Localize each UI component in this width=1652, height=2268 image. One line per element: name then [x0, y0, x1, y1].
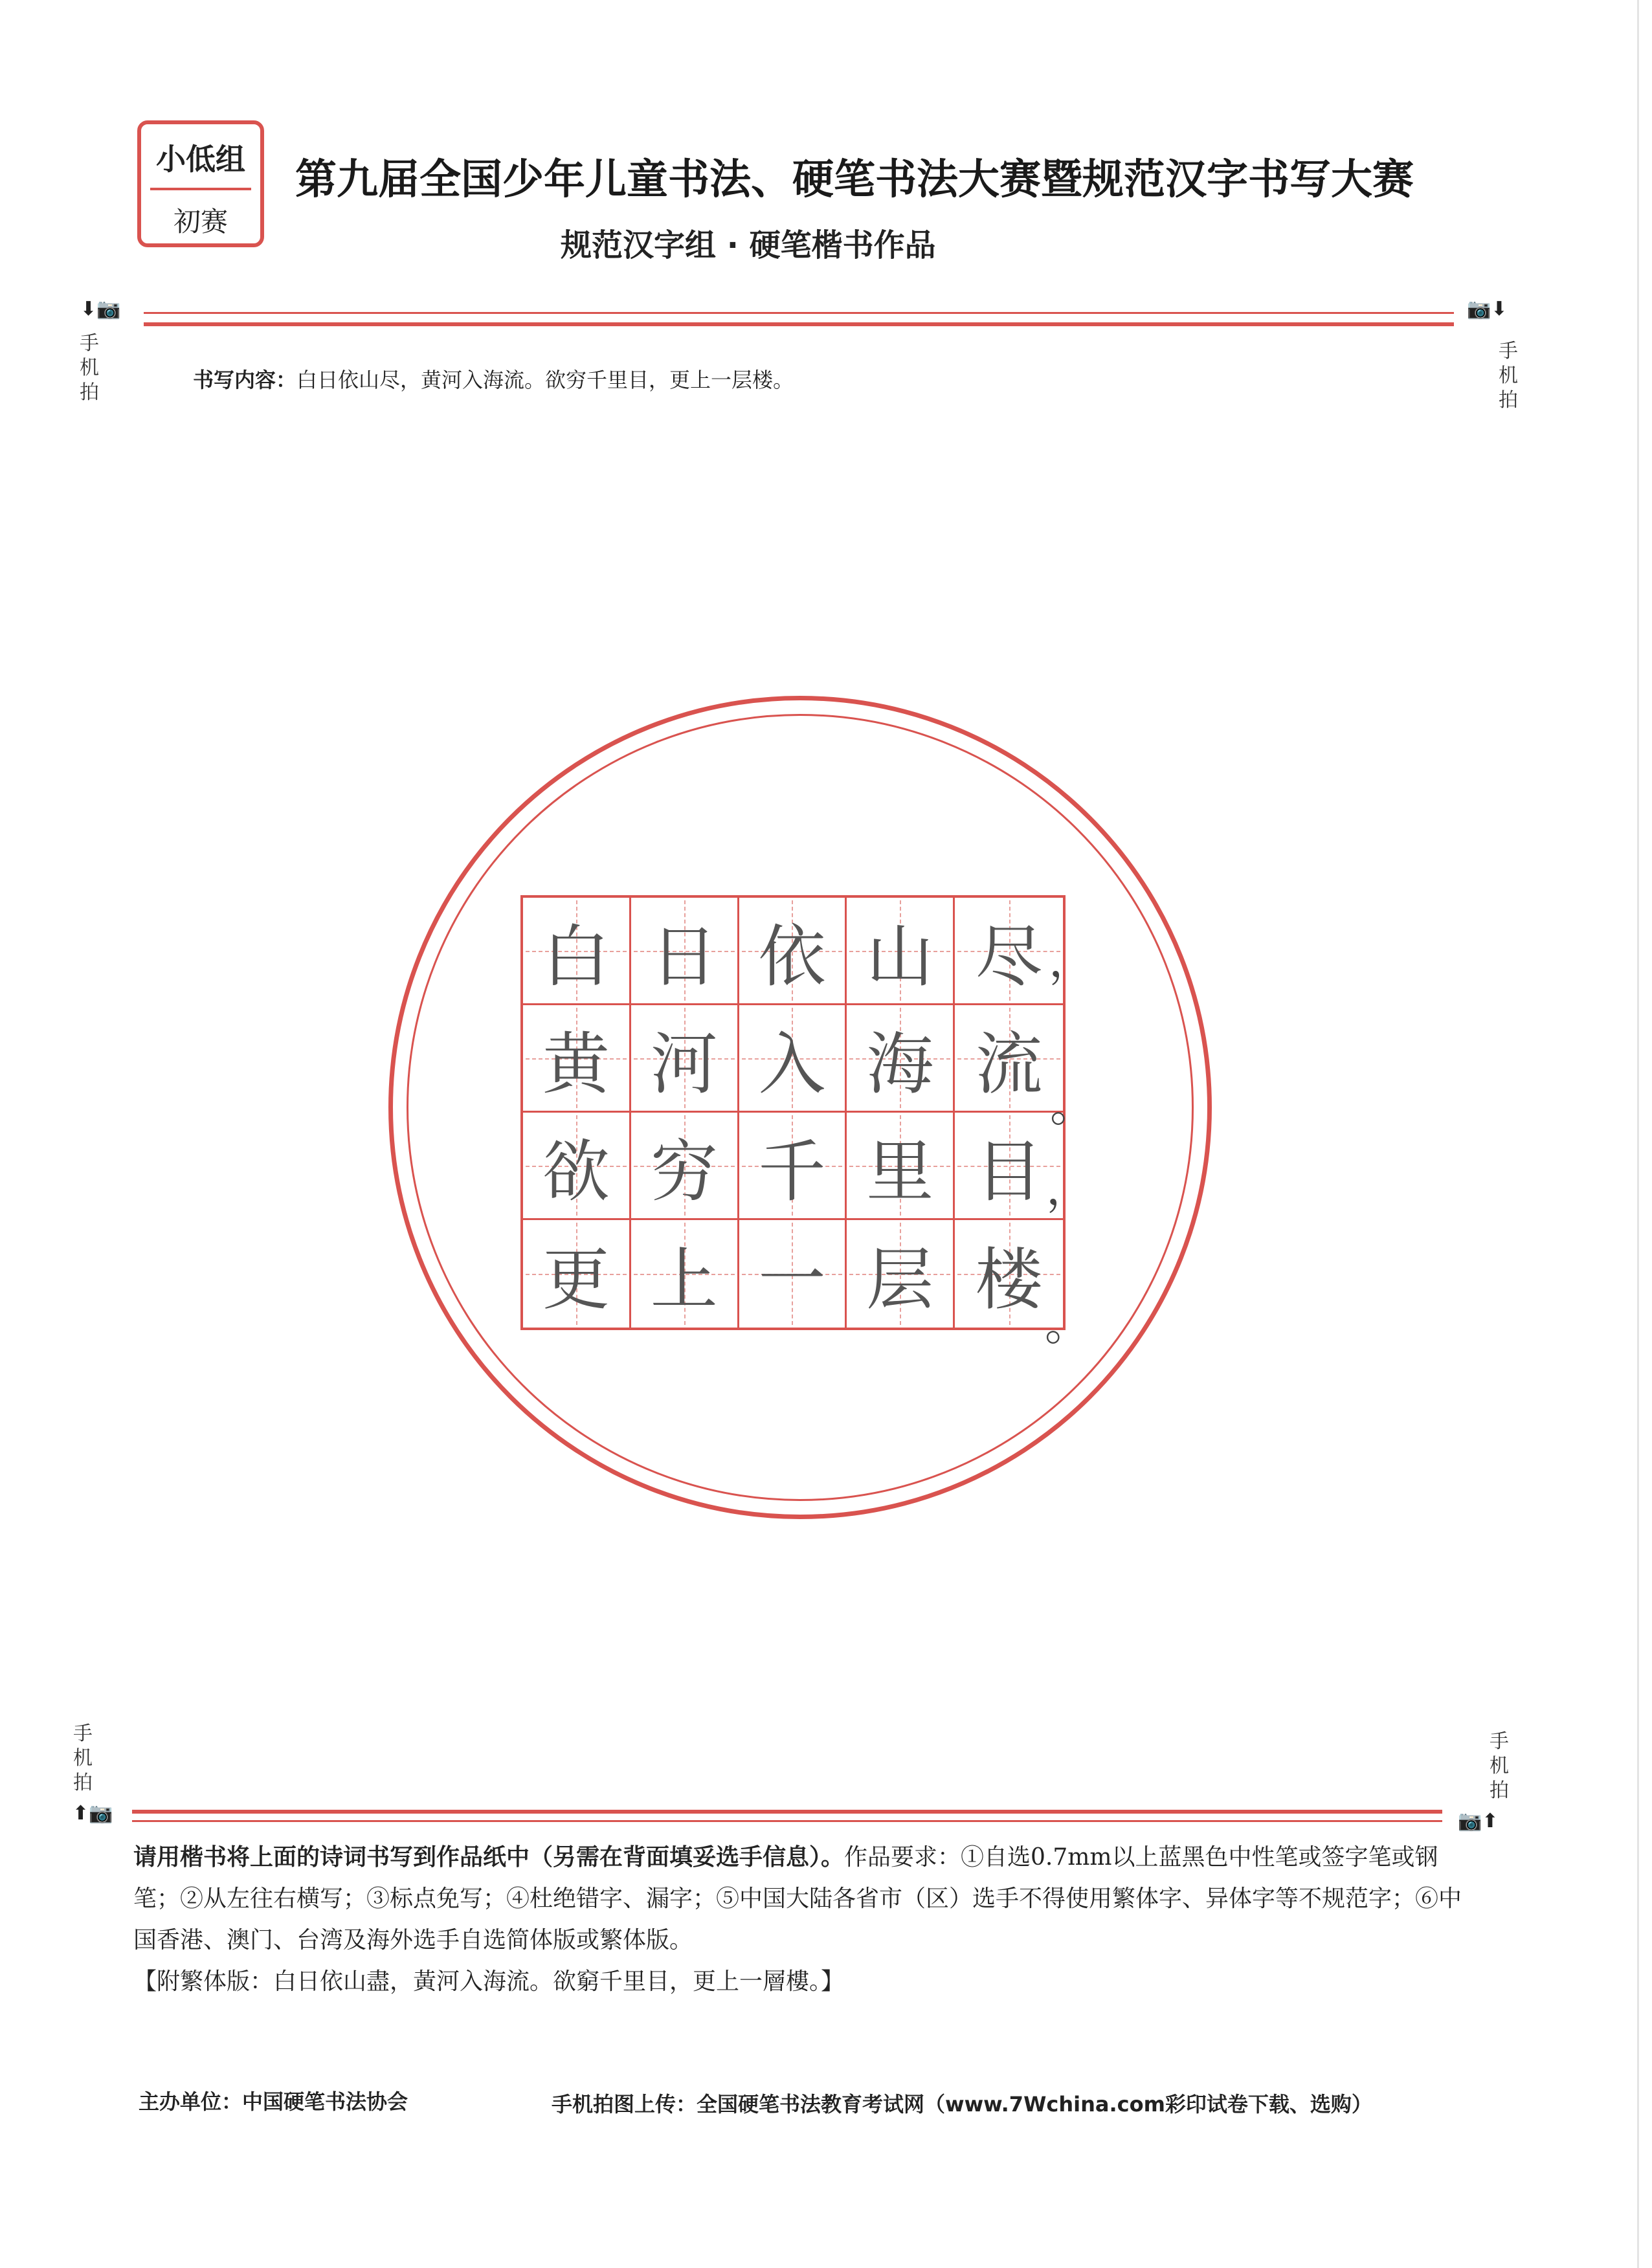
handwritten-char: 上: [650, 1240, 718, 1319]
camera-up-icon: 📷⬆: [1458, 1810, 1499, 1832]
bottom-rule-thin: [132, 1820, 1442, 1822]
traditional-version: 【附繁体版：白日依山盡，黃河入海流。欲窮千里目，更上一層樓。】: [133, 1968, 845, 1995]
grid-cell: [847, 1113, 955, 1220]
handwritten-char: 里: [866, 1131, 934, 1211]
requirements-lead: 请用楷书将上面的诗词书写到作品纸中（另需在背面填妥选手信息）。: [133, 1844, 845, 1871]
writing-content: [193, 364, 794, 394]
grid-cell: [739, 1005, 847, 1113]
group-label: 小低组: [156, 142, 245, 177]
grid-cell: [739, 1220, 847, 1328]
handwritten-punct: 。: [1050, 1079, 1095, 1132]
grid-cell: [847, 1005, 955, 1113]
grid-cell: [955, 1005, 1063, 1113]
bottom-rule-thick: [132, 1810, 1442, 1814]
handwritten-char: 海: [866, 1024, 934, 1104]
handwritten-char: 流: [975, 1024, 1043, 1104]
handwritten-char: 黄: [542, 1024, 610, 1104]
grid-cell: [523, 1113, 631, 1220]
handwritten-char: 入: [758, 1024, 826, 1104]
up-camera-icon: ⬆📷: [73, 1802, 113, 1825]
handwritten-char: 白: [542, 917, 610, 996]
grid-cell: [847, 898, 955, 1005]
handwritten-char: 山: [866, 917, 934, 996]
camera-down-icon: 📷⬇: [1467, 298, 1508, 320]
grid-cell: [523, 1005, 631, 1113]
grid-cell: [739, 1113, 847, 1220]
phone-shoot-label-top-left: 手机拍: [80, 332, 99, 404]
writing-grid: [520, 895, 1066, 1330]
handwritten-char: 目: [975, 1131, 1043, 1211]
handwritten-char: 更: [542, 1240, 610, 1319]
grid-cell: [847, 1220, 955, 1328]
handwritten-char: 依: [758, 917, 826, 996]
handwritten-char: 一: [758, 1240, 826, 1319]
handwritten-char: 日: [650, 917, 718, 996]
round-label: 初赛: [173, 206, 228, 238]
contest-title: 第九届全国少年儿童书法、硬笔书法大赛暨规范汉字书写大赛: [295, 155, 1414, 204]
phone-shoot-label-bottom-left: 手机拍: [73, 1722, 93, 1794]
handwritten-punct: 。: [1045, 1298, 1090, 1351]
top-rule-thin: [144, 312, 1454, 314]
grid-cell: [523, 1220, 631, 1328]
handwritten-char: 楼: [975, 1240, 1043, 1319]
grid-cell: [523, 898, 631, 1005]
phone-shoot-label-bottom-right: 手机拍: [1490, 1730, 1509, 1802]
handwritten-char: 河: [650, 1024, 718, 1104]
contest-subtitle: 规范汉字组 · 硬笔楷书作品: [561, 227, 936, 263]
down-camera-icon: ⬇📷: [80, 298, 121, 320]
handwritten-char: 层: [866, 1240, 934, 1319]
grid-cell: [631, 898, 739, 1005]
grid-cell: [739, 898, 847, 1005]
handwritten-punct: ，: [1046, 1162, 1091, 1215]
writing-content-label: 书写内容：: [193, 368, 297, 392]
top-rule-thick: [144, 322, 1454, 326]
handwritten-char: 尽: [975, 917, 1043, 996]
phone-shoot-label-top-right: 手机拍: [1499, 340, 1518, 412]
badge-divider: [150, 188, 251, 190]
handwritten-char: 欲: [542, 1131, 610, 1211]
grid-cell: [631, 1005, 739, 1113]
requirements-block: [133, 1837, 1467, 2003]
requirements-body: 作品要求：①自选0.7mm以上蓝黑色中性笔或签字笔或钢笔；②从左往右横写；③标点免写；④杜绝错字、漏字；⑤中国大陆各省市（区）选手不得使用繁体字、异体字等不规范字；⑥中国香港、澳门、台湾及海外选手自选简体版或繁体版。: [133, 1844, 1462, 1953]
organizer-text: 主办单位：中国硬笔书法协会: [139, 2089, 408, 2114]
handwritten-char: 千: [758, 1131, 826, 1211]
grid-cell: [955, 898, 1063, 1005]
writing-content-text: 白日依山尽，黄河入海流。欲穷千里目，更上一层楼。: [296, 368, 794, 392]
grid-cell: [631, 1113, 739, 1220]
grid-cell: [631, 1220, 739, 1328]
group-badge: [137, 120, 264, 247]
handwritten-punct: ，: [1049, 934, 1094, 987]
scan-edge: [1637, 0, 1639, 2268]
upload-text: 手机拍图上传：全国硬笔书法教育考试网（www.7Wchina.com彩印试卷下载、选购）: [552, 2092, 1372, 2117]
handwritten-char: 穷: [650, 1131, 718, 1211]
